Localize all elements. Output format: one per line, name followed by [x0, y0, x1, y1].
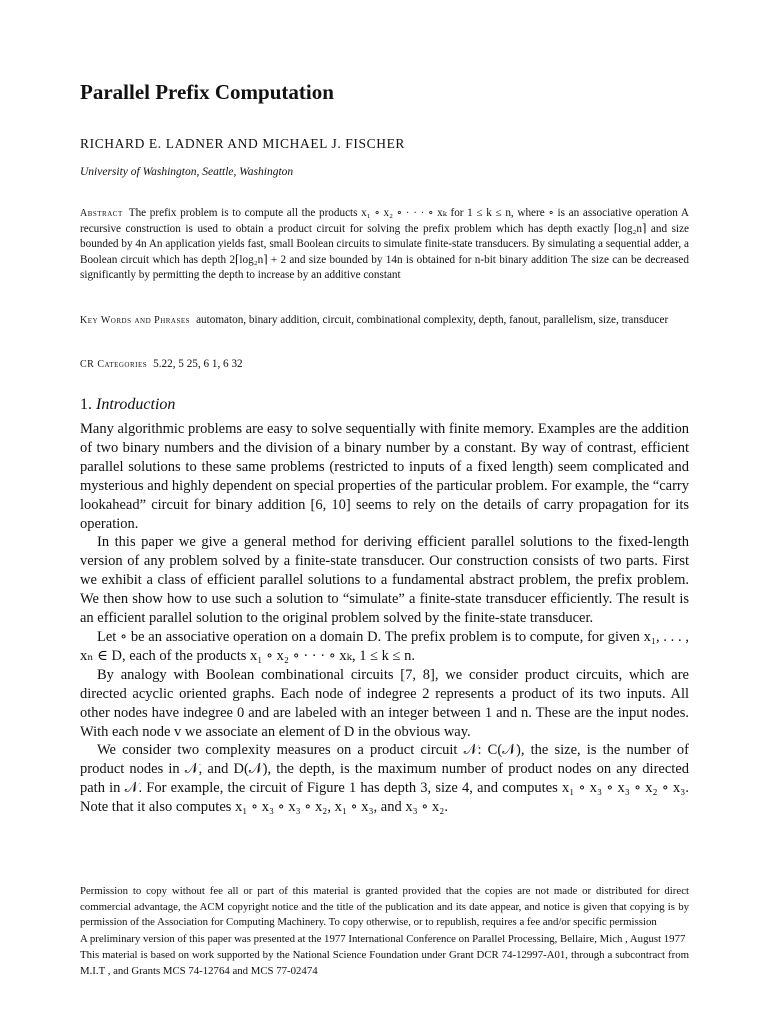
paper-title: Parallel Prefix Computation — [80, 80, 334, 104]
keywords — [80, 313, 689, 329]
body-paragraph: In this paper we give a general method for deriving efficient parallel solutions to the fixed-length version of any problem solved by a finite-state transducer. Our construction consists of two parts. First we exhibit a class of efficient parallel solutions to a fundamental abstract problem, the prefix problem. We then show how to use such a solution to “simulate” a finite-state transducer efficiently. The result is an efficient parallel solution to the original problem solved by the finite-state transducer. — [80, 534, 689, 627]
paper-authors: RICHARD E. LADNER AND MICHAEL J. FISCHER — [80, 136, 406, 151]
section-number: 1. — [80, 396, 92, 413]
abstract-text: The prefix problem is to compute all the products x₁ ∘ x₂ ∘ · · · ∘ xₖ for 1 ≤ k ≤ n, where ∘ is an associative operation A recursive construction is used to obtain a product circuit for solving the prefix problem which has depth exactly ⌈log₂n⌉ and size bounded by 4n An application yields fast, small Boolean circuits to simulate finite-state transducers. By simulating a sequential adder, a Boolean circuit which has depth 2⌈log₂n⌉ + 2 and size bounded by 14n is obtained for n-bit binary addition The size can be decreased significantly by permitting the depth to increase by an additive constant — [80, 207, 689, 282]
paper-affiliation: University of Washington, Seattle, Washington — [80, 166, 294, 178]
cr-categories — [80, 358, 243, 370]
keywords-label: Key Words and Phrases — [80, 315, 191, 326]
body-text — [80, 420, 689, 817]
footnote-funding: This material is based on work supported by the National Science Foundation under Grant DCR 74-12997-A01, through a subcontract from M.I.T , and Grants MCS 74-12764 and MCS 77-02474 — [80, 949, 689, 977]
footnote-permission: Permission to copy without fee all or part of this material is granted provided that the copies are not made or distributed for direct commercial advantage, the ACM copyright notice and the title of the publication and its date appear, and notice is given that copying is by permission of the Association for Computing Machinery. To copy otherwise, or to republish, requires a fee and/or specific permission — [80, 885, 689, 928]
keywords-text: automaton, binary addition, circuit, combinational complexity, depth, fanout, parallelism, size, transducer — [196, 314, 669, 326]
abstract — [80, 206, 689, 284]
abstract-label: Abstract — [80, 208, 123, 219]
section-title: Introduction — [96, 396, 176, 413]
footnote-preliminary: A preliminary version of this paper was presented at the 1977 International Conference on Parallel Processing, Bellaire, Mich , August 1977 — [80, 932, 686, 945]
body-paragraph: Many algorithmic problems are easy to solve sequentially with finite memory. Examples are the addition of two binary numbers and the division of a binary number by a constant. By way of contrast, efficient parallel solutions to these same problems (restricted to inputs of a fixed length) seem complicated and mysterious and highly dependent on special properties of the particular problem. For example, the “carry lookahead” circuit for binary addition [6, 10] seems to rely on the details of carry propagation for its operation. — [80, 421, 689, 532]
body-paragraph: We consider two complexity measures on a product circuit 𝒩: C(𝒩), the size, is the number of product nodes in 𝒩, and D(𝒩), the depth, is the maximum number of product nodes on any directed path in 𝒩. For example, the circuit of Figure 1 has depth 3, size 4, and computes x₁ ∘ x₃ ∘ x₃ ∘ x₂ ∘ x₃. Note that it also computes x₁ ∘ x₃ ∘ x₃ ∘ x₂, x₁ ∘ x₃, and x₃ ∘ x₂. — [80, 742, 689, 816]
cr-text: 5.22, 5 25, 6 1, 6 32 — [153, 358, 243, 370]
section-heading — [80, 396, 175, 414]
body-paragraph: Let ∘ be an associative operation on a domain D. The prefix problem is to compute, for given x₁, . . . , xₙ ∈ D, each of the products x₁ ∘ x₂ ∘ · · · ∘ xₖ, 1 ≤ k ≤ n. — [80, 628, 689, 664]
body-paragraph: By analogy with Boolean combinational circuits [7, 8], we consider product circuits, which are directed acyclic oriented graphs. Each node of indegree 2 represents a product of its two inputs. All other nodes have indegree 0 and are labeled with an integer between 1 and n. These are the input nodes. With each node v we associate an element of D in the obvious way. — [80, 666, 689, 740]
footnotes — [80, 884, 689, 979]
cr-label: CR Categories — [80, 359, 148, 370]
